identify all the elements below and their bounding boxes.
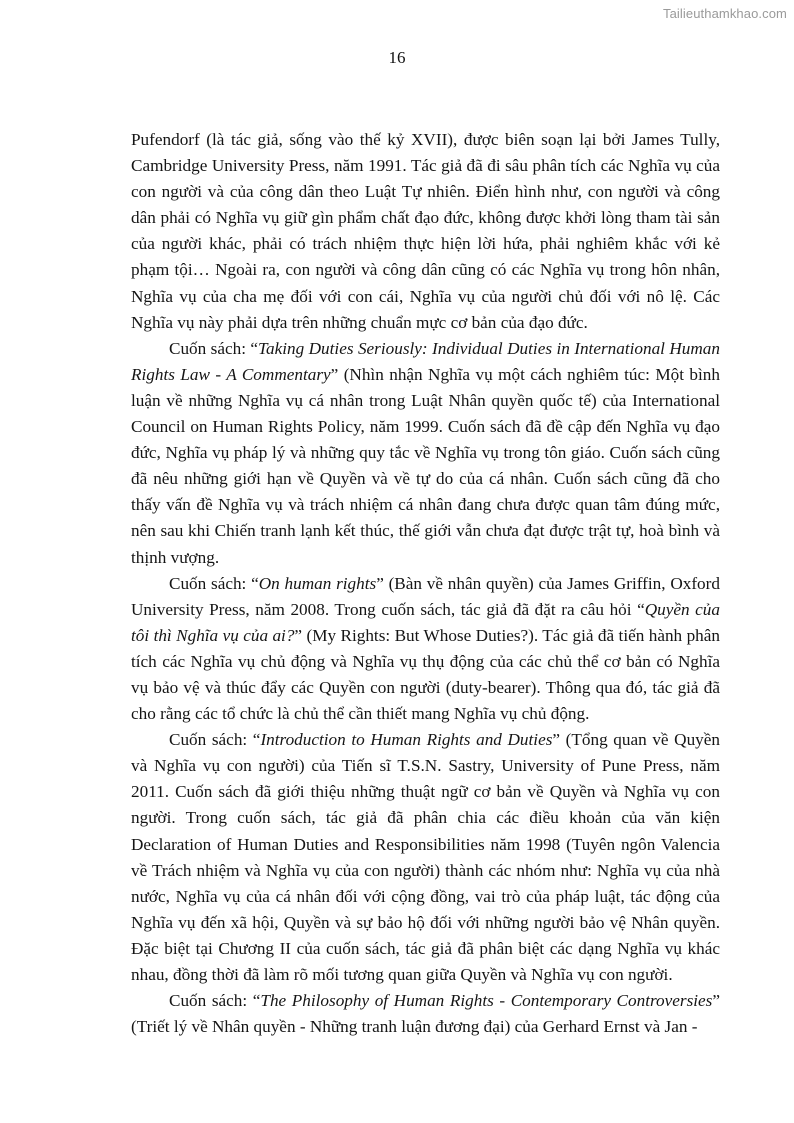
text-run: Pufendorf (là tác giả, sống vào thế kỷ XVII), được biên soạn lại bởi James Tully, Cambridge University Press, năm 1991. Tác giả đã đi sâu phân tích các Nghĩa vụ của con người và của công dân theo Luật Tự nhiên. Điển hình như, con người và công dân phải có Nghĩa vụ giữ gìn phẩm chất đạo đức, không được khởi lòng tham tài sản của người khác, phải có trách nhiệm thực hiện lời hứa, phải nghiêm khắc với kẻ phạm tội… Ngoài ra, con người và công dân cũng có các Nghĩa vụ trong hôn nhân, Nghĩa vụ của cha mẹ đối với con cái, Nghĩa vụ của người chủ đối với nô lệ. Các Nghĩa vụ này phải dựa trên những chuẩn mực cơ bản của đạo đức. [131, 130, 720, 332]
text-run: ” (My Rights: But Whose Duties?). Tác giả đã tiến hành phân tích các Nghĩa vụ chủ động và Nghĩa vụ thụ động của các chủ thể cơ bản có Nghĩa vụ bảo vệ và thúc đẩy các Quyền con người (duty-bearer). Thông qua đó, tác giả đã cho rằng các tổ chức là chủ thể cần thiết mang Nghĩa vụ chủ động. [131, 625, 720, 724]
text-run: ” (Tổng quan về Quyền và Nghĩa vụ con người) của Tiến sĩ T.S.N. Sastry, University of Pune Press, năm 2011. Cuốn sách đã giới thiệu những thuật ngữ cơ bản về Quyền và Nghĩa vụ con người. Trong cuốn sách, tác giả đã phân chia các điều khoản của văn kiện Declaration of Human Duties and Responsibilities năm 1998 (Tuyên ngôn Valencia về Trách nhiệm và Nghĩa vụ của con người) thành các nhóm như: Nghĩa vụ của nhà nước, Nghĩa vụ của cá nhân đối với cộng đồng, vai trò của pháp luật, tác động của Nghĩa vụ đến xã hội, Quyền và sự bảo hộ đối với những người bảo vệ Nhân quyền. Đặc biệt tại Chương II của cuốn sách, tác giả đã phân biệt các dạng Nghĩa vụ khác nhau, đồng thời đã làm rõ mối tương quan giữa Quyền và Nghĩa vụ con người. [131, 730, 720, 984]
paragraph [131, 127, 720, 336]
text-run: Cuốn sách: “ [169, 338, 259, 358]
paragraph [131, 571, 720, 728]
paragraph [131, 336, 720, 571]
page-number: 16 [388, 48, 406, 67]
paragraph [131, 988, 720, 1040]
text-run: Cuốn sách: “ [169, 730, 261, 750]
watermark: Tailieuthamkhao.com [662, 6, 787, 21]
document-body [131, 127, 720, 1040]
text-run: ” (Bàn về nhân quyền) của James Griffin, Oxford University Press, năm 2008. Trong cuốn sách, tác giả đã đặt ra câu hỏi “ [131, 573, 720, 619]
book-title: Taking Duties Seriously: Individual Duties in International Human Rights Law - A Commentary [131, 338, 720, 384]
italic-quote: Quyền của tôi thì Nghĩa vụ của ai? [131, 599, 720, 645]
book-title: The Philosophy of Human Rights - Contemporary Controversies [260, 991, 713, 1011]
book-title: On human rights [258, 573, 377, 593]
text-run: ” (Triết lý về Nhân quyền - Những tranh luận đương đại) của Gerhard Ernst và Jan - [131, 991, 720, 1037]
text-run: Cuốn sách: “ [169, 573, 259, 593]
text-run: ” (Nhìn nhận Nghĩa vụ một cách nghiêm túc: Một bình luận về những Nghĩa vụ cá nhân trong Luật Nhân quyền quốc tế) của International Council on Human Rights Policy, năm 1999. Cuốn sách đã đề cập đến Nghĩa vụ đạo đức, Nghĩa vụ pháp lý và những quy tắc về Nghĩa vụ trong tôn giáo. Cuốn sách cũng đã nêu những giới hạn về Quyền và về tự do của cá nhân. Cuốn sách cũng đã cho thấy vấn đề Nghĩa vụ và trách nhiệm cá nhân đang chưa được quan tâm đúng mức, nên sau khi Chiến tranh lạnh kết thúc, thế giới vẫn chưa đạt được trật tự, hoà bình và thịnh vượng. [131, 364, 720, 567]
book-title: Introduction to Human Rights and Duties [260, 730, 553, 750]
paragraph [131, 727, 720, 988]
text-run: Cuốn sách: “ [169, 991, 261, 1011]
